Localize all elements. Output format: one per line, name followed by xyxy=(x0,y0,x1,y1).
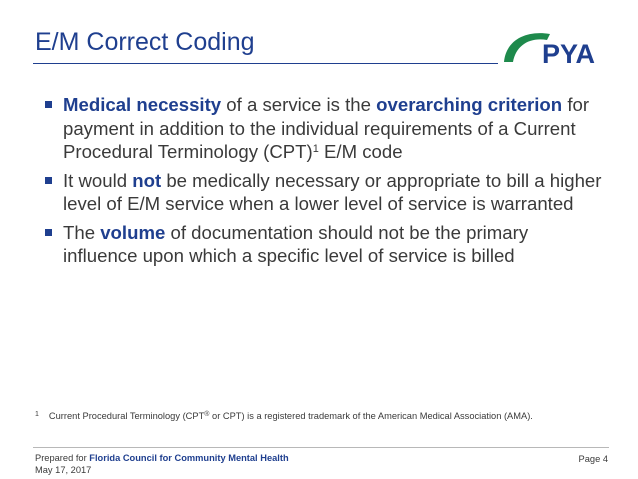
bullet-text xyxy=(63,169,602,216)
bullet-text xyxy=(63,93,602,164)
registered-mark: ® xyxy=(204,411,210,418)
footnote-marker: 1 xyxy=(312,143,319,155)
text-run: of documentation should not be the primary influence upon which a specific level of service is billed xyxy=(63,221,529,266)
text-run: of a service is the xyxy=(221,94,377,115)
footer-date: May 17, 2017 xyxy=(35,465,92,475)
text-run: It would xyxy=(63,169,133,191)
slide-title: E/M Correct Coding xyxy=(35,28,255,56)
bullet-square-icon xyxy=(45,229,52,236)
bullet-list xyxy=(42,93,602,273)
title-divider xyxy=(33,63,498,64)
bullet-square-icon xyxy=(45,177,52,184)
text-run: be medically necessary or appropriate to bill a higher level of E/M service when a lower level of service is warranted xyxy=(63,169,602,214)
emphasis-medical-necessity: Medical necessity xyxy=(63,94,222,115)
footnote-text: or CPT) is a registered trademark of the American Medical Association (AMA). xyxy=(209,411,533,421)
pya-logo xyxy=(500,26,612,68)
footnote-text: Current Procedural Terminology (CPT xyxy=(48,411,205,421)
bullet-item xyxy=(42,93,602,164)
bullet-text xyxy=(63,221,602,268)
page-number: Page 4 xyxy=(578,454,608,464)
emphasis-overarching-criterion: overarching criterion xyxy=(376,94,563,115)
emphasis-not: not xyxy=(132,169,162,191)
footnote-number: 1 xyxy=(35,411,39,418)
emphasis-volume: volume xyxy=(100,221,166,243)
organization-name: Florida Council for Community Mental Health xyxy=(89,453,289,463)
bullet-square-icon xyxy=(45,101,52,108)
logo-text: PYA xyxy=(542,39,596,68)
text-run: E/M code xyxy=(318,141,403,162)
bullet-item xyxy=(42,169,602,216)
prepared-for-label: Prepared for xyxy=(35,453,90,463)
footer-prepared-for xyxy=(35,452,289,476)
footnote xyxy=(35,411,625,421)
text-run: The xyxy=(63,221,101,243)
text-run: for payment in addition to the individual requirements of a Current Procedural Terminology (CPT) xyxy=(63,94,590,162)
bullet-item xyxy=(42,221,602,268)
footer-divider xyxy=(33,447,609,448)
